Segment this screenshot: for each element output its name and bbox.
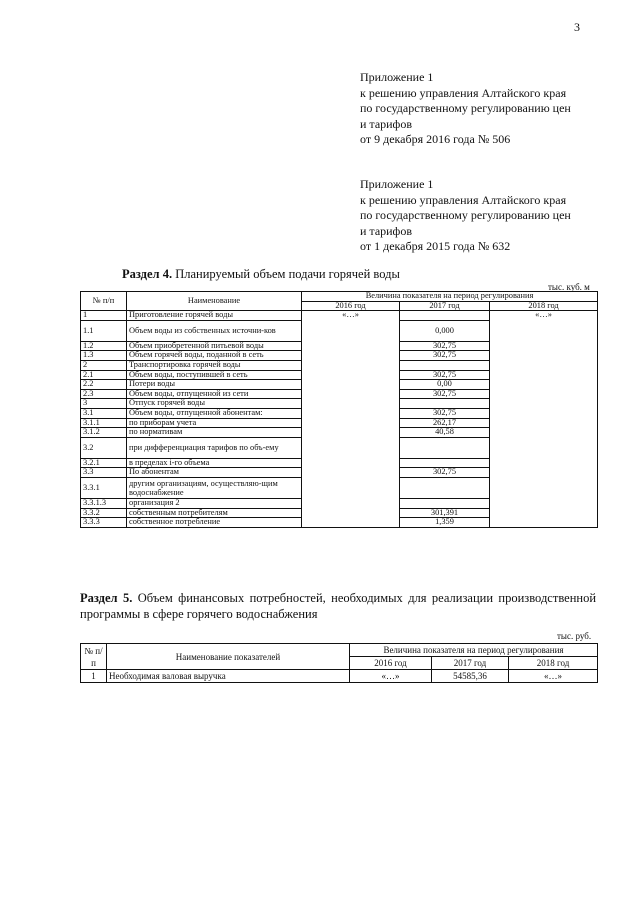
header-period: Величина показателя на период регулирования	[302, 292, 598, 302]
value-2018-cell	[490, 341, 598, 351]
appendix-line: по государственному регулированию цен	[360, 101, 571, 115]
num-cell: 3.3.1.3	[81, 498, 127, 508]
table-row	[81, 399, 598, 409]
value-2016-cell	[302, 389, 400, 399]
num-cell: 1.3	[81, 351, 127, 361]
appendix-previous	[360, 177, 571, 255]
num-cell: 3	[81, 399, 127, 409]
value-2017-cell	[400, 498, 490, 508]
section4-table	[80, 291, 598, 528]
value-2016-cell	[302, 408, 400, 418]
value-2018-cell	[490, 437, 598, 458]
table-row	[81, 320, 598, 341]
appendix-line: и тарифов	[360, 223, 413, 238]
header-2018: 2018 год	[490, 301, 598, 311]
num-cell: 3.1.2	[81, 428, 127, 438]
value-2018-cell	[490, 468, 598, 478]
table-row	[81, 341, 598, 351]
name-cell: Объем воды, отпущенной абонентам:	[127, 408, 302, 418]
value-2017-cell	[400, 399, 490, 409]
value-2016-cell	[302, 518, 400, 528]
appendix-line: к решению управления Алтайского края	[360, 192, 567, 207]
value-2018-cell	[490, 428, 598, 438]
value-2016-cell: «…»	[350, 670, 432, 683]
num-cell: 2.3	[81, 389, 127, 399]
value-2016-cell	[302, 428, 400, 438]
appendix-line: от 1 декабря 2015 года № 632	[360, 239, 511, 253]
table-row	[81, 360, 598, 370]
value-2016-cell	[302, 380, 400, 390]
header-period: Величина показателя на период регулирования	[350, 644, 598, 657]
num-cell: 3.3	[81, 468, 127, 478]
value-2018-cell	[490, 508, 598, 518]
value-2017-cell: 0,000	[400, 320, 490, 341]
name-cell: Отпуск горячей воды	[127, 399, 302, 409]
table-row	[81, 380, 598, 390]
section5-units: тыс. руб.	[557, 631, 592, 641]
section4-heading	[122, 267, 400, 282]
table-row	[81, 408, 598, 418]
section5-label: Раздел 5.	[80, 591, 133, 605]
value-2016-cell: «…»	[302, 311, 400, 321]
value-2017-cell	[400, 477, 490, 498]
num-cell: 1.1	[81, 320, 127, 341]
name-cell: Транспортировка горячей воды	[127, 360, 302, 370]
name-cell: По абонентам	[127, 468, 302, 478]
value-2017-cell: 302,75	[400, 389, 490, 399]
value-2018-cell	[490, 380, 598, 390]
header-num: № п/п	[81, 644, 107, 670]
name-cell: собственное потребление	[127, 518, 302, 528]
value-2016-cell	[302, 468, 400, 478]
value-2018-cell: «…»	[490, 311, 598, 321]
value-2016-cell	[302, 341, 400, 351]
value-2017-cell: 302,75	[400, 408, 490, 418]
name-cell: другим организациям, осуществляю-щим водоснабжение	[127, 477, 302, 498]
name-cell: по приборам учета	[127, 418, 302, 428]
section5-table	[80, 643, 598, 683]
num-cell: 2.1	[81, 370, 127, 380]
appendix-line: Приложение 1	[360, 70, 434, 84]
section4-units: тыс. куб. м	[548, 282, 590, 292]
table-row	[81, 458, 598, 468]
value-2018-cell	[490, 458, 598, 468]
header-2016: 2016 год	[350, 657, 432, 670]
value-2018-cell	[490, 418, 598, 428]
value-2016-cell	[302, 458, 400, 468]
value-2018-cell	[490, 351, 598, 361]
num-cell: 3.1	[81, 408, 127, 418]
table-row	[81, 508, 598, 518]
value-2016-cell	[302, 437, 400, 458]
value-2018-cell	[490, 399, 598, 409]
name-cell: Необходимая валовая выручка	[107, 670, 350, 683]
value-2017-cell	[400, 360, 490, 370]
header-2018: 2018 год	[509, 657, 598, 670]
value-2016-cell	[302, 320, 400, 341]
name-cell: Объем горячей воды, поданной в сеть	[127, 351, 302, 361]
value-2016-cell	[302, 360, 400, 370]
value-2017-cell	[400, 437, 490, 458]
value-2018-cell	[490, 498, 598, 508]
table-row	[81, 670, 598, 683]
appendix-line: по государственному регулированию цен	[360, 208, 571, 222]
name-cell: Приготовление горячей воды	[127, 311, 302, 321]
value-2016-cell	[302, 508, 400, 518]
table-row	[81, 418, 598, 428]
value-2017-cell: 302,75	[400, 341, 490, 351]
header-2016: 2016 год	[302, 301, 400, 311]
value-2017-cell: 0,00	[400, 380, 490, 390]
value-2017-cell	[400, 311, 490, 321]
value-2017-cell: 302,75	[400, 351, 490, 361]
value-2016-cell	[302, 370, 400, 380]
num-cell: 3.2	[81, 437, 127, 458]
num-cell: 1	[81, 311, 127, 321]
value-2018-cell	[490, 320, 598, 341]
value-2017-cell: 302,75	[400, 370, 490, 380]
value-2017-cell: 40,58	[400, 428, 490, 438]
name-cell: по нормативам	[127, 428, 302, 438]
table-row	[81, 428, 598, 438]
header-name: Наименование показателей	[107, 644, 350, 670]
table-row	[81, 437, 598, 458]
table-row	[81, 468, 598, 478]
table-row	[81, 351, 598, 361]
header-2017: 2017 год	[432, 657, 509, 670]
appendix-current	[360, 70, 571, 148]
value-2018-cell	[490, 477, 598, 498]
value-2017-cell: 1,359	[400, 518, 490, 528]
value-2018-cell	[490, 389, 598, 399]
appendix-line: от 9 декабря 2016 года № 506	[360, 132, 511, 146]
table-row	[81, 389, 598, 399]
section4-label: Раздел 4.	[122, 267, 173, 281]
num-cell: 1	[81, 670, 107, 683]
value-2017-cell: 54585,36	[432, 670, 509, 683]
name-cell: Объем воды, отпущенной из сети	[127, 389, 302, 399]
name-cell: организация 2	[127, 498, 302, 508]
value-2016-cell	[302, 399, 400, 409]
name-cell: собственным потребителям	[127, 508, 302, 518]
name-cell: при дифференциация тарифов по объ-ему	[127, 437, 302, 458]
value-2018-cell	[490, 408, 598, 418]
value-2017-cell	[400, 458, 490, 468]
table-row	[81, 311, 598, 321]
value-2017-cell: 302,75	[400, 468, 490, 478]
value-2016-cell	[302, 498, 400, 508]
num-cell: 3.3.3	[81, 518, 127, 528]
section4-title: Планируемый объем подачи горячей воды	[175, 267, 400, 281]
value-2016-cell	[302, 351, 400, 361]
appendix-line: и тарифов	[360, 116, 413, 131]
name-cell: Объем воды, поступившей в сеть	[127, 370, 302, 380]
value-2018-cell	[490, 370, 598, 380]
num-cell: 3.3.1	[81, 477, 127, 498]
appendix-line: Приложение 1	[360, 177, 434, 191]
name-cell: в пределах i-го объема	[127, 458, 302, 468]
section5-title: Объем финансовых потребностей, необходимых для реализации производственной программы в сфере горячего водоснабжения	[80, 591, 597, 621]
value-2017-cell: 262,17	[400, 418, 490, 428]
num-cell: 3.1.1	[81, 418, 127, 428]
num-cell: 3.2.1	[81, 458, 127, 468]
header-2017: 2017 год	[400, 301, 490, 311]
value-2018-cell	[490, 360, 598, 370]
table-row	[81, 518, 598, 528]
num-cell: 1.2	[81, 341, 127, 351]
value-2017-cell: 301,391	[400, 508, 490, 518]
name-cell: Объем воды из собственных источни-ков	[127, 320, 302, 341]
table-row	[81, 498, 598, 508]
header-name: Наименование	[127, 292, 302, 311]
num-cell: 2.2	[81, 380, 127, 390]
value-2016-cell	[302, 418, 400, 428]
num-cell: 3.3.2	[81, 508, 127, 518]
name-cell: Объем приобретенной питьевой воды	[127, 341, 302, 351]
section5-heading	[80, 590, 596, 622]
appendix-line: к решению управления Алтайского края	[360, 85, 567, 100]
header-num: № п/п	[81, 292, 127, 311]
table-row	[81, 370, 598, 380]
name-cell: Потери воды	[127, 380, 302, 390]
value-2016-cell	[302, 477, 400, 498]
value-2018-cell	[490, 518, 598, 528]
num-cell: 2	[81, 360, 127, 370]
table-row	[81, 477, 598, 498]
value-2018-cell: «…»	[509, 670, 598, 683]
page-number: 3	[574, 20, 580, 34]
